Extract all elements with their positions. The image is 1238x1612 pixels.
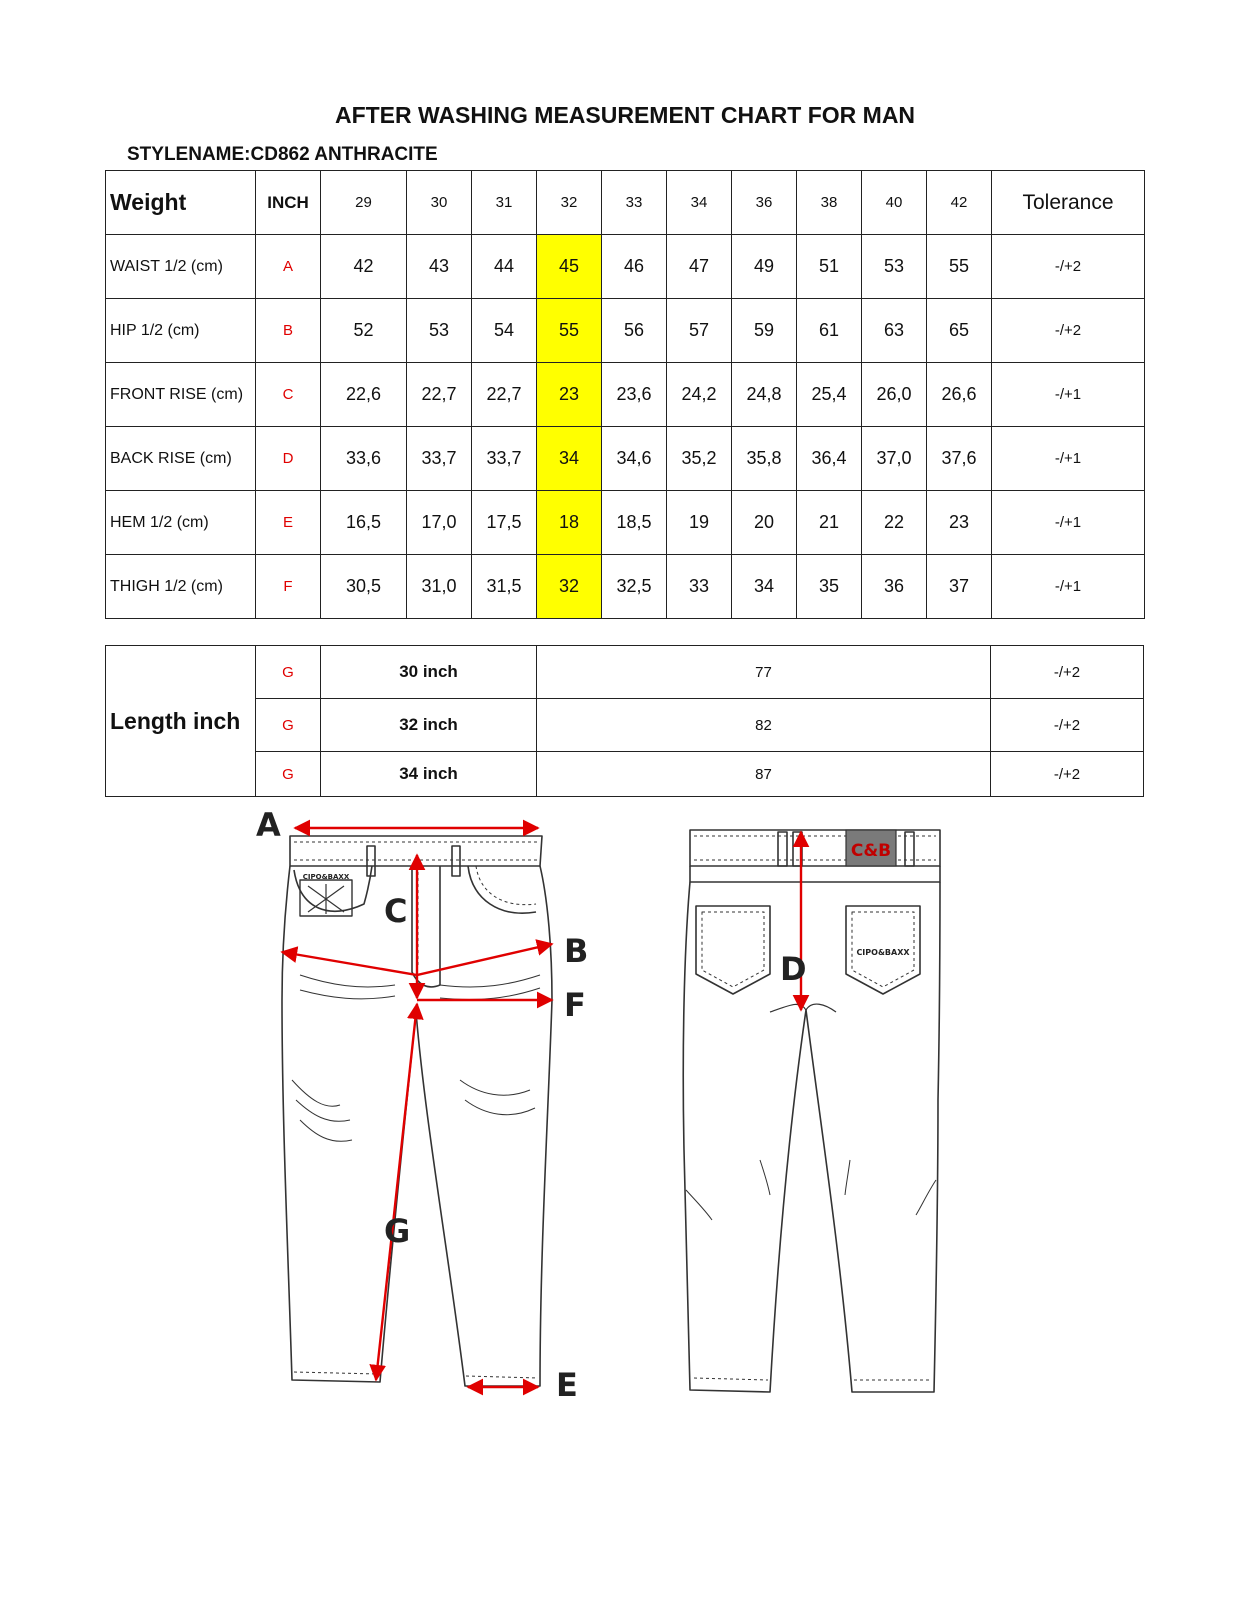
weight-header: Weight xyxy=(106,171,256,235)
row-value: 53 xyxy=(862,235,927,299)
row-value: 22 xyxy=(862,491,927,555)
row-value: 47 xyxy=(667,235,732,299)
row-value: 42 xyxy=(321,235,407,299)
row-value: 57 xyxy=(667,299,732,363)
row-value: 16,5 xyxy=(321,491,407,555)
tolerance-header: Tolerance xyxy=(992,171,1145,235)
length-tolerance: -/+2 xyxy=(991,752,1144,797)
row-tolerance: -/+1 xyxy=(992,363,1145,427)
row-value: 44 xyxy=(472,235,537,299)
row-label: HEM 1/2 (cm) xyxy=(106,491,256,555)
row-value: 34 xyxy=(537,427,602,491)
row-tolerance: -/+1 xyxy=(992,427,1145,491)
row-value: 45 xyxy=(537,235,602,299)
row-value: 32 xyxy=(537,555,602,619)
row-value: 52 xyxy=(321,299,407,363)
row-value: 46 xyxy=(602,235,667,299)
row-value: 35 xyxy=(797,555,862,619)
row-value: 51 xyxy=(797,235,862,299)
row-value: 59 xyxy=(732,299,797,363)
row-value: 23 xyxy=(537,363,602,427)
brand-label: C&B xyxy=(850,841,892,861)
row-value: 43 xyxy=(407,235,472,299)
row-value: 19 xyxy=(667,491,732,555)
row-value: 55 xyxy=(927,235,992,299)
row-value: 53 xyxy=(407,299,472,363)
row-value: 23,6 xyxy=(602,363,667,427)
row-code: C xyxy=(256,363,321,427)
row-value: 49 xyxy=(732,235,797,299)
row-value: 18 xyxy=(537,491,602,555)
row-tolerance: -/+1 xyxy=(992,491,1145,555)
row-value: 21 xyxy=(797,491,862,555)
row-value: 22,6 xyxy=(321,363,407,427)
row-value: 55 xyxy=(537,299,602,363)
back-jeans-sketch xyxy=(683,830,940,1392)
letter-d: D xyxy=(780,950,807,988)
letter-b: B xyxy=(564,932,589,970)
letter-a: A xyxy=(256,806,281,844)
row-code: B xyxy=(256,299,321,363)
length-label: Length inch xyxy=(106,646,256,797)
row-value: 65 xyxy=(927,299,992,363)
letter-c: C xyxy=(384,892,408,930)
length-tolerance: -/+2 xyxy=(991,699,1144,752)
row-code: D xyxy=(256,427,321,491)
length-code: G xyxy=(256,699,321,752)
row-value: 20 xyxy=(732,491,797,555)
style-name: STYLENAME:CD862 ANTHRACITE xyxy=(127,144,438,165)
size-header: 30 xyxy=(407,171,472,235)
row-label: THIGH 1/2 (cm) xyxy=(106,555,256,619)
row-code: F xyxy=(256,555,321,619)
row-value: 34,6 xyxy=(602,427,667,491)
row-value: 26,6 xyxy=(927,363,992,427)
size-header: 31 xyxy=(472,171,537,235)
row-value: 61 xyxy=(797,299,862,363)
row-value: 25,4 xyxy=(797,363,862,427)
row-label: BACK RISE (cm) xyxy=(106,427,256,491)
letter-g: G xyxy=(384,1212,411,1250)
row-tolerance: -/+1 xyxy=(992,555,1145,619)
row-value: 22,7 xyxy=(472,363,537,427)
row-value: 36 xyxy=(862,555,927,619)
row-value: 36,4 xyxy=(797,427,862,491)
row-code: A xyxy=(256,235,321,299)
length-value: 87 xyxy=(537,752,991,797)
size-header: 38 xyxy=(797,171,862,235)
length-tolerance: -/+2 xyxy=(991,646,1144,699)
row-value: 17,5 xyxy=(472,491,537,555)
row-value: 35,2 xyxy=(667,427,732,491)
row-value: 26,0 xyxy=(862,363,927,427)
patch-label: CIPO&BAXX xyxy=(302,873,350,881)
row-value: 32,5 xyxy=(602,555,667,619)
row-label: HIP 1/2 (cm) xyxy=(106,299,256,363)
row-value: 31,5 xyxy=(472,555,537,619)
length-size: 34 inch xyxy=(321,752,537,797)
size-header: 34 xyxy=(667,171,732,235)
row-value: 30,5 xyxy=(321,555,407,619)
length-value: 82 xyxy=(537,699,991,752)
page-title: AFTER WASHING MEASUREMENT CHART FOR MAN xyxy=(334,102,916,128)
row-value: 24,2 xyxy=(667,363,732,427)
row-code: E xyxy=(256,491,321,555)
row-value: 17,0 xyxy=(407,491,472,555)
length-code: G xyxy=(256,752,321,797)
row-value: 37,0 xyxy=(862,427,927,491)
row-value: 37 xyxy=(927,555,992,619)
row-value: 18,5 xyxy=(602,491,667,555)
size-header: 29 xyxy=(321,171,407,235)
row-value: 63 xyxy=(862,299,927,363)
size-header: 42 xyxy=(927,171,992,235)
letter-e: E xyxy=(556,1366,578,1404)
row-label: FRONT RISE (cm) xyxy=(106,363,256,427)
size-header: 32 xyxy=(537,171,602,235)
row-value: 34 xyxy=(732,555,797,619)
length-size: 32 inch xyxy=(321,699,537,752)
letter-f: F xyxy=(564,986,586,1024)
length-code: G xyxy=(256,646,321,699)
row-value: 33,7 xyxy=(472,427,537,491)
row-value: 56 xyxy=(602,299,667,363)
row-tolerance: -/+2 xyxy=(992,299,1145,363)
length-value: 77 xyxy=(537,646,991,699)
row-value: 54 xyxy=(472,299,537,363)
inch-header: INCH xyxy=(256,171,321,235)
row-tolerance: -/+2 xyxy=(992,235,1145,299)
row-value: 33 xyxy=(667,555,732,619)
row-value: 22,7 xyxy=(407,363,472,427)
row-value: 33,7 xyxy=(407,427,472,491)
row-value: 35,8 xyxy=(732,427,797,491)
length-size: 30 inch xyxy=(321,646,537,699)
row-label: WAIST 1/2 (cm) xyxy=(106,235,256,299)
row-value: 33,6 xyxy=(321,427,407,491)
row-value: 31,0 xyxy=(407,555,472,619)
size-header: 40 xyxy=(862,171,927,235)
row-value: 24,8 xyxy=(732,363,797,427)
size-header: 33 xyxy=(602,171,667,235)
row-value: 23 xyxy=(927,491,992,555)
pocket-label: CIPO&BAXX xyxy=(856,948,910,957)
row-value: 37,6 xyxy=(927,427,992,491)
size-header: 36 xyxy=(732,171,797,235)
